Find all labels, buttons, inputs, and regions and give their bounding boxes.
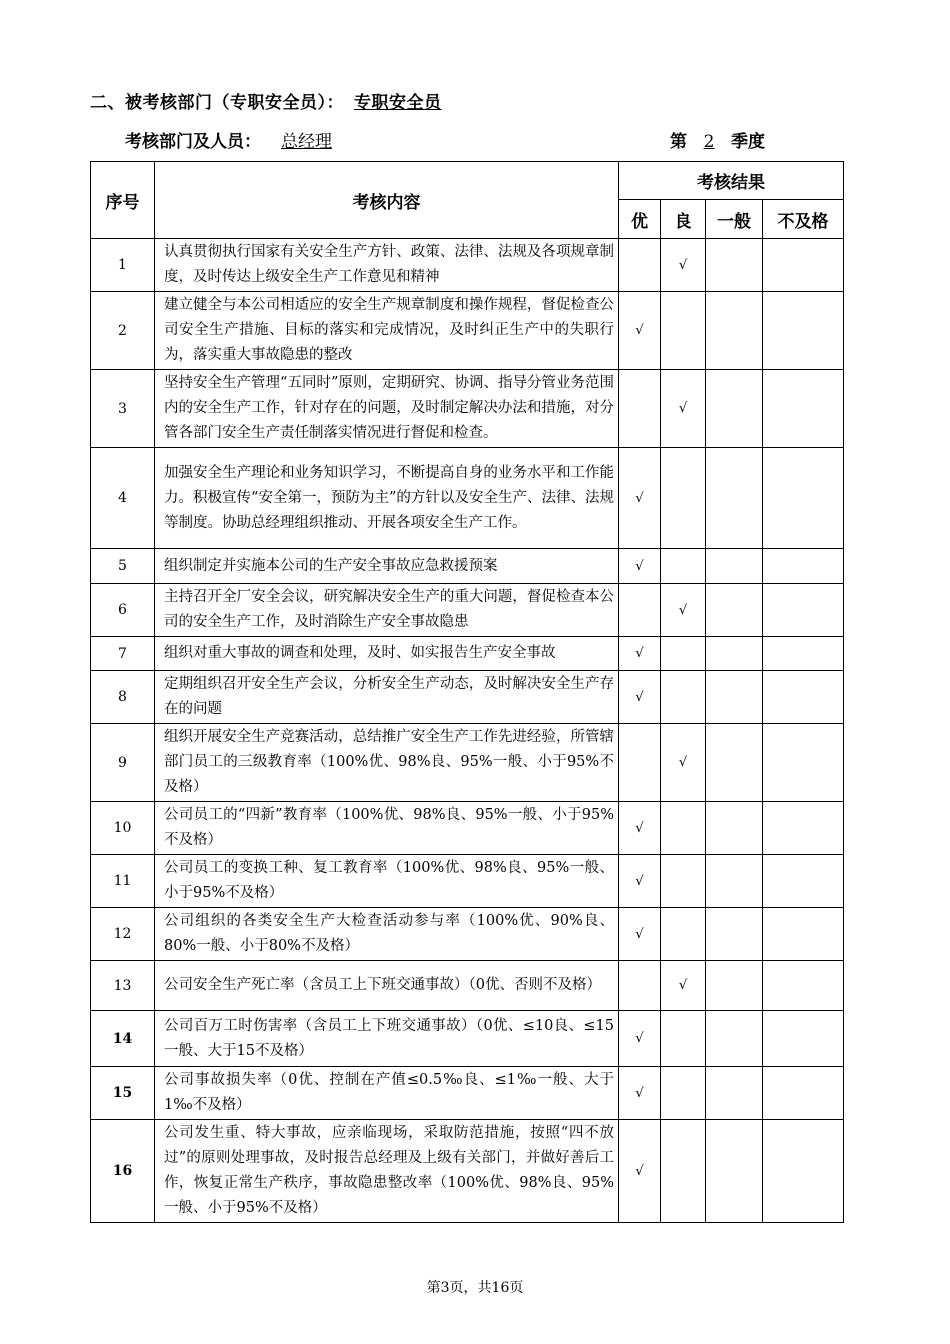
assessor-line [125,127,373,152]
table-row [91,549,844,584]
result-cell-average [706,961,763,1011]
check-mark-icon: √ [635,1163,644,1179]
section-heading-label: 二、被考核部门（专职安全员）： [90,93,344,113]
result-cell-average [706,239,763,292]
result-cell-excellent [619,549,661,584]
result-cell-fail [763,961,844,1011]
result-cell-excellent [619,802,661,855]
check-mark-icon: √ [635,558,644,574]
check-mark-icon: √ [678,257,688,273]
result-cell-fail [763,855,844,908]
result-cell-good [661,239,706,292]
row-seq: 3 [91,370,155,448]
result-cell-fail [763,671,844,724]
result-cell-average [706,292,763,370]
result-cell-fail [763,448,844,549]
assessment-table [90,161,844,1223]
result-cell-good [661,908,706,961]
row-content: 公司员工的变换工种、复工教育率（100%优、98%良、95%一般、小于95%不及格） [155,855,619,908]
check-mark-icon: √ [635,926,644,942]
check-mark-icon: √ [678,602,688,618]
result-cell-excellent [619,584,661,637]
result-cell-good [661,1120,706,1223]
result-cell-excellent [619,1067,661,1120]
row-content: 加强安全生产理论和业务知识学习，不断提高自身的业务水平和工作能力。积极宣传“安全第一，预防为主”的方针以及安全生产、法律、法规等制度。协助总经理组织推动、开展各项安全生产工作。 [155,448,619,549]
result-cell-good [661,671,706,724]
row-seq: 14 [91,1011,155,1067]
result-cell-fail [763,637,844,671]
row-seq: 2 [91,292,155,370]
row-content: 公司发生重、特大事故，应亲临现场，采取防范措施，按照“四不放过”的原则处理事故，及时报告总经理及上级有关部门，并做好善后工作，恢复正常生产秩序，事故隐患整改率（100%优、98%良、95%一般、小于95%不及格） [155,1120,619,1223]
row-seq: 1 [91,239,155,292]
assessed-department-value: 专职安全员 [354,93,442,113]
result-cell-fail [763,1120,844,1223]
check-mark-icon: √ [678,401,688,416]
table-body [91,239,844,1223]
row-seq: 7 [91,637,155,671]
result-cell-excellent [619,1011,661,1067]
check-mark-icon: √ [678,978,688,993]
row-seq: 8 [91,671,155,724]
result-cell-average [706,1120,763,1223]
result-cell-average [706,370,763,448]
result-cell-fail [763,584,844,637]
result-cell-average [706,908,763,961]
header-seq: 序号 [91,162,155,239]
quarter-line [670,127,765,152]
check-mark-icon: √ [635,646,644,661]
check-mark-icon: √ [635,1031,644,1046]
quarter-prefix: 第 [670,132,687,152]
row-content: 公司员工的“四新”教育率（100%优、98%良、95%一般、小于95%不及格） [155,802,619,855]
section-heading [90,88,474,113]
result-cell-fail [763,1067,844,1120]
result-cell-average [706,724,763,802]
check-mark-icon: √ [635,323,644,338]
result-cell-excellent [619,637,661,671]
quarter-suffix: 季度 [731,132,765,152]
result-cell-average [706,1067,763,1120]
result-cell-excellent [619,908,661,961]
table-row [91,724,844,802]
result-cell-fail [763,370,844,448]
result-cell-good [661,292,706,370]
result-cell-fail [763,802,844,855]
assessor-value: 总经理 [281,132,332,152]
result-cell-fail [763,239,844,292]
check-mark-icon: √ [635,490,644,506]
header-fail: 不及格 [763,200,844,239]
result-cell-excellent [619,855,661,908]
result-cell-average [706,549,763,584]
table-row [91,637,844,671]
row-seq: 9 [91,724,155,802]
row-content: 建立健全与本公司相适应的安全生产规章制度和操作规程，督促检查公司安全生产措施、目标的落实和完成情况，及时纠正生产中的失职行为，落实重大事故隐患的整改 [155,292,619,370]
result-cell-good [661,961,706,1011]
result-cell-average [706,637,763,671]
quarter-value: 2 [703,132,715,152]
row-content: 组织开展安全生产竞赛活动，总结推广安全生产工作先进经验，所管辖部门员工的三级教育率（100%优、98%良、95%一般、小于95%不及格） [155,724,619,802]
table-row [91,370,844,448]
row-seq: 13 [91,961,155,1011]
row-content: 公司安全生产死亡率（含员工上下班交通事故）（0优、否则不及格） [155,961,619,1011]
result-cell-excellent [619,370,661,448]
table-row [91,292,844,370]
result-cell-fail [763,292,844,370]
table-row [91,1011,844,1067]
row-seq: 15 [91,1067,155,1120]
row-seq: 12 [91,908,155,961]
result-cell-excellent [619,239,661,292]
table-row [91,671,844,724]
result-cell-good [661,549,706,584]
result-cell-excellent [619,961,661,1011]
check-mark-icon: √ [635,873,644,889]
result-cell-average [706,671,763,724]
result-cell-average [706,1011,763,1067]
row-content: 组织对重大事故的调查和处理，及时、如实报告生产安全事故 [155,637,619,671]
assessor-label: 考核部门及人员： [125,132,261,152]
result-cell-fail [763,724,844,802]
row-content: 组织制定并实施本公司的生产安全事故应急救援预案 [155,549,619,584]
result-cell-average [706,855,763,908]
row-seq: 4 [91,448,155,549]
table-row [91,1067,844,1120]
result-cell-good [661,637,706,671]
table-row [91,855,844,908]
result-cell-average [706,802,763,855]
header-result: 考核结果 [619,162,844,200]
row-content: 公司百万工时伤害率（含员工上下班交通事故）（0优、≤10良、≤15一般、大于15不及格） [155,1011,619,1067]
table-row [91,239,844,292]
check-mark-icon: √ [678,755,688,770]
result-cell-good [661,584,706,637]
row-content: 主持召开全厂安全会议，研究解决安全生产的重大问题，督促检查本公司的安全生产工作，及时消除生产安全事故隐患 [155,584,619,637]
header-content: 考核内容 [155,162,619,239]
row-content: 公司组织的各类安全生产大检查活动参与率（100%优、90%良、80%一般、小于80%不及格） [155,908,619,961]
header-excellent: 优 [619,200,661,239]
table-row [91,1120,844,1223]
table-row [91,908,844,961]
result-cell-good [661,1011,706,1067]
header-good: 良 [661,200,706,239]
row-seq: 10 [91,802,155,855]
check-mark-icon: √ [635,820,644,836]
row-content: 定期组织召开安全生产会议，分析安全生产动态，及时解决安全生产存在的问题 [155,671,619,724]
row-content: 认真贯彻执行国家有关安全生产方针、政策、法律、法规及各项规章制度，及时传达上级安全生产工作意见和精神 [155,239,619,292]
row-seq: 16 [91,1120,155,1223]
row-seq: 11 [91,855,155,908]
row-seq: 5 [91,549,155,584]
result-cell-fail [763,549,844,584]
row-seq: 6 [91,584,155,637]
result-cell-average [706,584,763,637]
result-cell-excellent [619,724,661,802]
result-cell-excellent [619,292,661,370]
result-cell-excellent [619,1120,661,1223]
result-cell-good [661,448,706,549]
result-cell-good [661,1067,706,1120]
table-row [91,448,844,549]
result-cell-average [706,448,763,549]
header-average: 一般 [706,200,763,239]
table-row [91,802,844,855]
row-content: 坚持安全生产管理“五同时”原则，定期研究、协调、指导分管业务范围内的安全生产工作，针对存在的问题，及时制定解决办法和措施，对分管各部门安全生产责任制落实情况进行督促和检查。 [155,370,619,448]
check-mark-icon: √ [635,689,644,705]
result-cell-good [661,724,706,802]
result-cell-fail [763,1011,844,1067]
result-cell-excellent [619,448,661,549]
table-row [91,961,844,1011]
page-footer: 第3页，共16页 [426,1280,524,1296]
result-cell-good [661,370,706,448]
table-row [91,584,844,637]
row-content: 公司事故损失率（0优、控制在产值≤0.5‰良、≤1‰一般、大于1‰不及格） [155,1067,619,1120]
result-cell-good [661,802,706,855]
result-cell-fail [763,908,844,961]
result-cell-excellent [619,671,661,724]
check-mark-icon: √ [635,1085,644,1101]
result-cell-good [661,855,706,908]
